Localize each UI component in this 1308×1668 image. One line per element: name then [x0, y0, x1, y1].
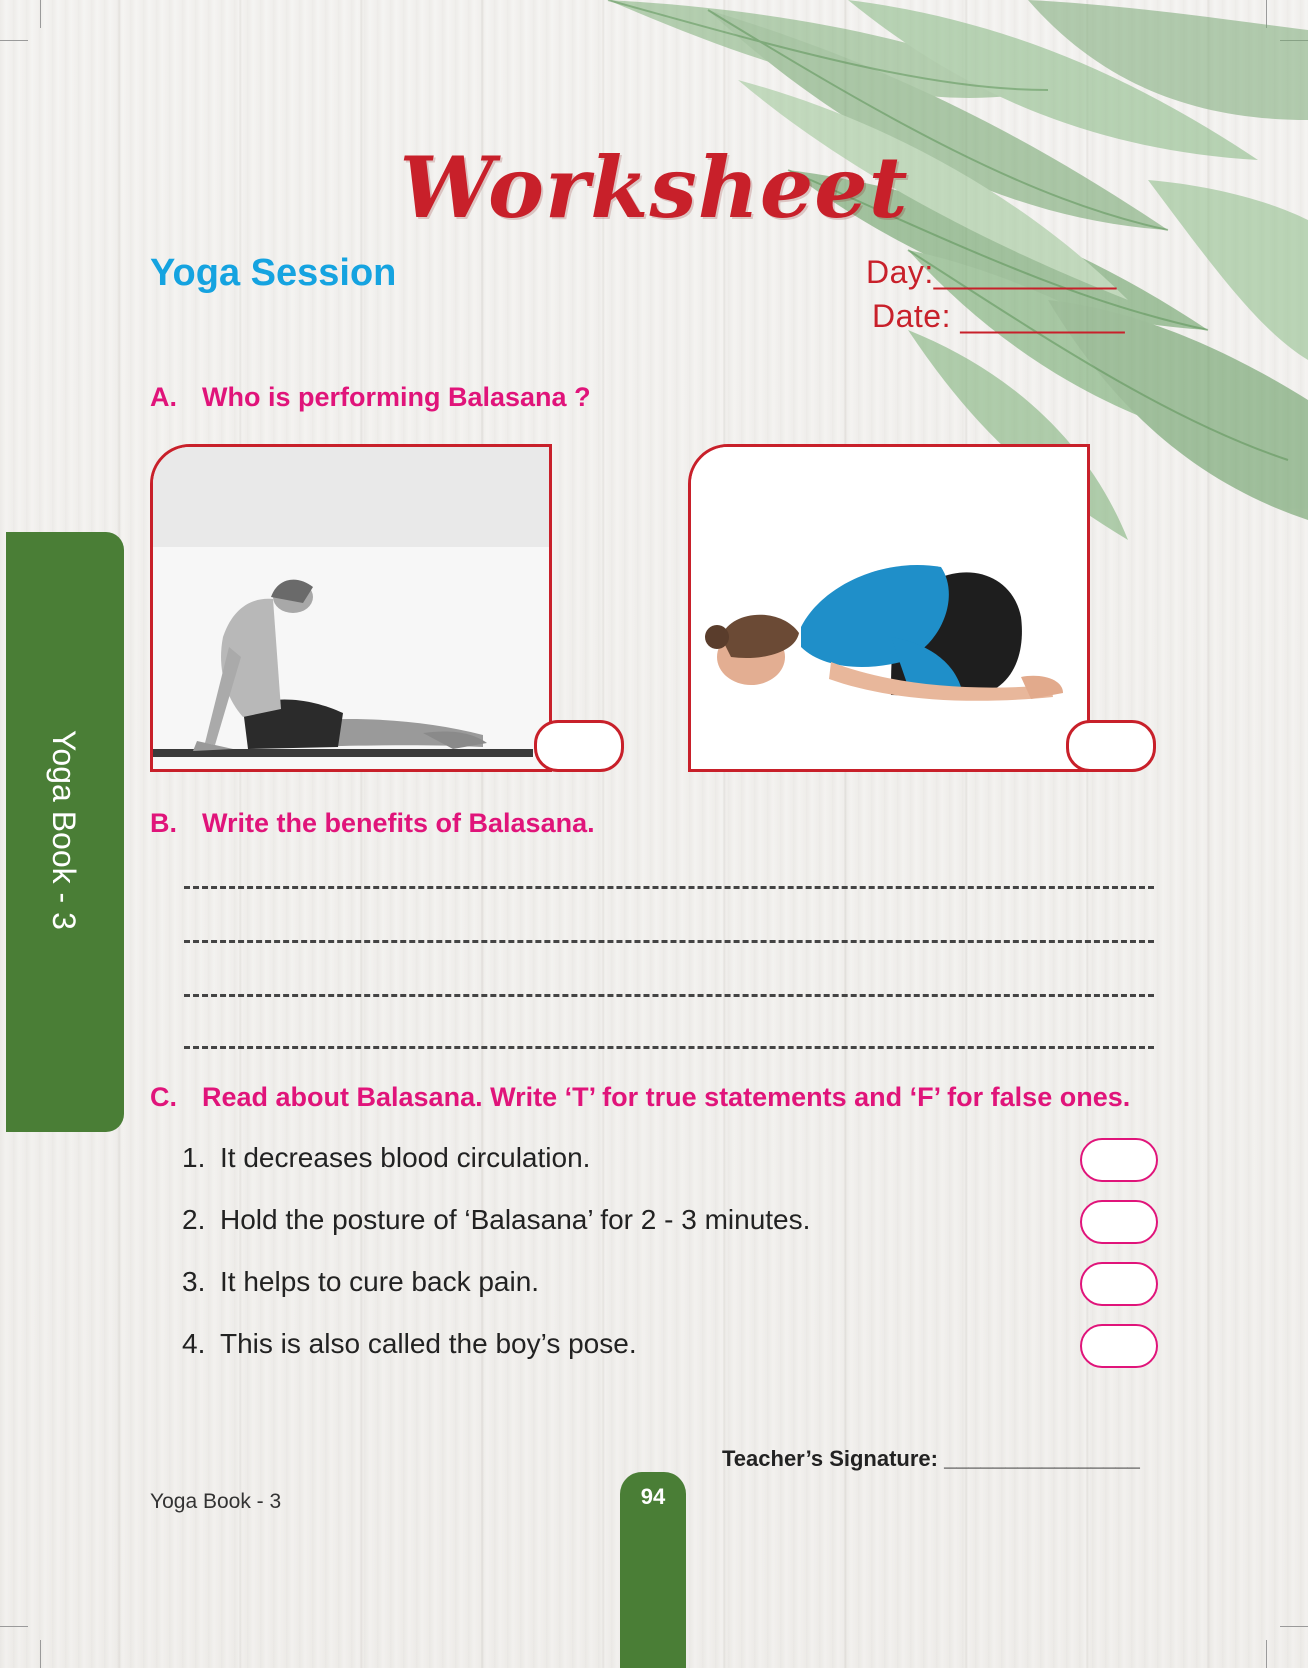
- writing-line[interactable]: [184, 1046, 1154, 1049]
- statement-text: This is also called the boy’s pose.: [220, 1328, 637, 1359]
- day-field[interactable]: Day:__________: [866, 254, 1117, 290]
- side-book-tab-label: Yoga Book - 3: [46, 730, 82, 930]
- statement-number: 1.: [182, 1142, 206, 1173]
- crop-mark: [1280, 1626, 1308, 1627]
- answer-box-a1[interactable]: [534, 720, 624, 772]
- crop-mark: [40, 1640, 41, 1668]
- photo-cobra-pose: [150, 444, 552, 772]
- writing-line[interactable]: [184, 886, 1154, 889]
- tf-answer-box[interactable]: [1080, 1138, 1158, 1182]
- statement-number: 2.: [182, 1204, 206, 1235]
- question-letter: A.: [150, 382, 177, 412]
- crop-mark: [0, 40, 28, 41]
- question-letter: C.: [150, 1082, 177, 1112]
- statement-text: It decreases blood circulation.: [220, 1142, 591, 1173]
- question-b: [150, 808, 595, 839]
- footer-book-label: Yoga Book - 3: [150, 1490, 282, 1513]
- question-c: [150, 1082, 1130, 1113]
- cobra-pose-image: [153, 447, 549, 769]
- question-text: Who is performing Balasana ?: [202, 382, 591, 412]
- worksheet-title: Worksheet: [399, 138, 909, 237]
- section-subtitle: Yoga Session: [150, 252, 397, 294]
- crop-mark: [0, 1626, 28, 1627]
- page-number: 94: [640, 1484, 666, 1509]
- statement-item: [182, 1328, 637, 1360]
- question-text: Write the benefits of Balasana.: [202, 808, 595, 838]
- tf-answer-box[interactable]: [1080, 1200, 1158, 1244]
- statement-text: Hold the posture of ‘Balasana’ for 2 - 3 minutes.: [220, 1204, 811, 1235]
- photo-child-pose: [688, 444, 1090, 772]
- statement-number: 4.: [182, 1328, 206, 1359]
- statement-item: [182, 1142, 590, 1174]
- tf-answer-box[interactable]: [1080, 1324, 1158, 1368]
- writing-line[interactable]: [184, 994, 1154, 997]
- crop-mark: [1266, 1640, 1267, 1668]
- statement-item: [182, 1266, 539, 1298]
- question-text: Read about Balasana. Write ‘T’ for true statements and ‘F’ for false ones.: [202, 1082, 1131, 1112]
- teacher-signature-field[interactable]: Teacher’s Signature: ________________: [722, 1446, 1140, 1471]
- statement-item: [182, 1204, 810, 1236]
- question-letter: B.: [150, 808, 177, 838]
- date-field[interactable]: Date: _________: [872, 298, 1126, 334]
- tf-answer-box[interactable]: [1080, 1262, 1158, 1306]
- crop-mark: [40, 0, 41, 28]
- writing-line[interactable]: [184, 940, 1154, 943]
- answer-box-a2[interactable]: [1066, 720, 1156, 772]
- child-pose-image: [691, 447, 1087, 769]
- statement-text: It helps to cure back pain.: [220, 1266, 540, 1297]
- statement-number: 3.: [182, 1266, 206, 1297]
- question-a: [150, 382, 591, 413]
